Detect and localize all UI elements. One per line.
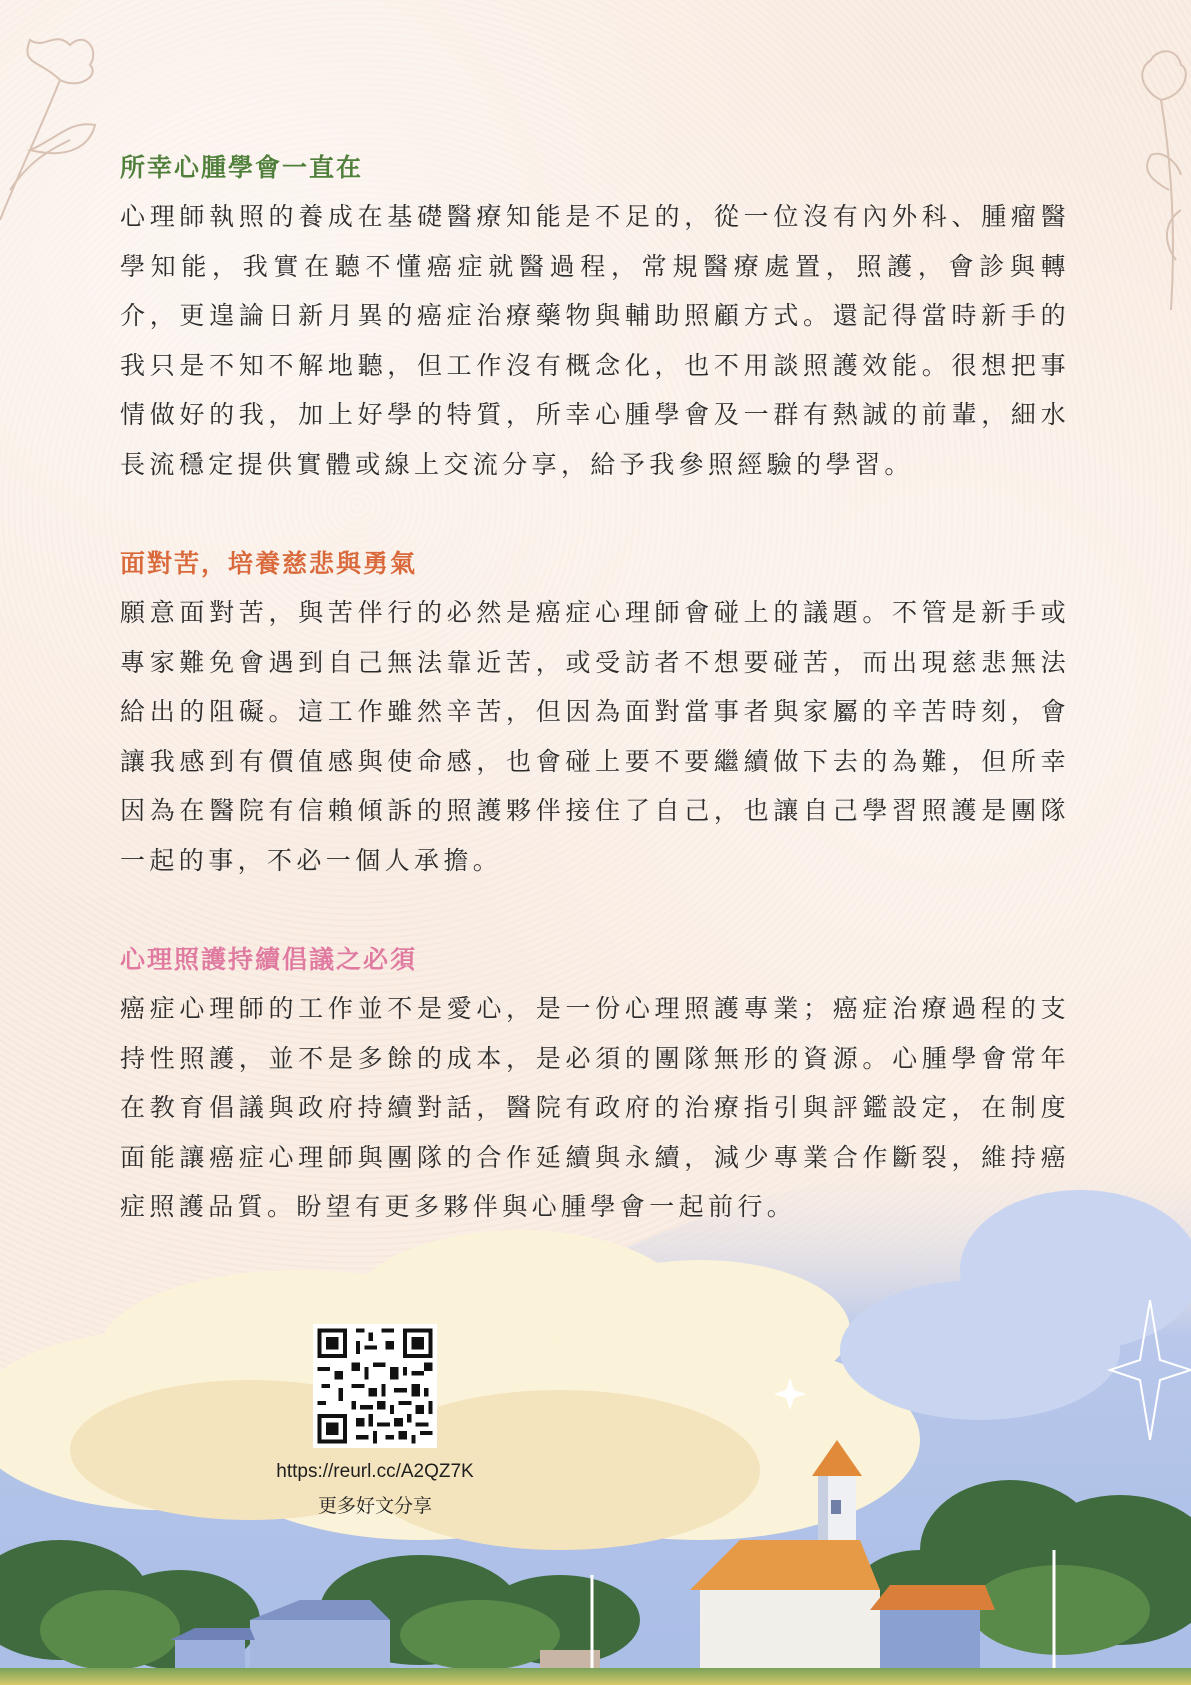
section-title: 所幸心腫學會一直在 <box>120 153 364 182</box>
flower-line-art-icon <box>1081 30 1191 310</box>
qr-code-icon[interactable] <box>313 1324 437 1448</box>
qr-caption: 更多好文分享 <box>317 1495 432 1517</box>
section-1 <box>120 150 1070 489</box>
section-body: 癌症心理師的工作並不是愛心，是一份心理照護專業；癌症治療過程的支持性照護，並不是多餘的成本，是必須的團隊無形的資源。心腫學會常年在教育倡議與政府持續對話，醫院有政府的治療指引與評鑑設定，在制度面能讓癌症心理師與團隊的合作延續與永續，減少專業合作斷裂，維持癌症照護品質。盼望有更多夥伴與心腫學會一起前行。 <box>120 994 1070 1221</box>
section-3 <box>120 942 1070 1232</box>
flower-line-art-icon <box>0 20 120 220</box>
section-title: 心理照護持續倡議之必須 <box>120 945 418 974</box>
section-2 <box>120 546 1070 885</box>
qr-link[interactable]: https://reurl.cc/A2QZ7K <box>276 1461 474 1482</box>
qr-share-block <box>255 1324 495 1518</box>
section-body: 願意面對苦，與苦伴行的必然是癌症心理師會碰上的議題。不管是新手或專家難免會遇到自己無法靠近苦，或受訪者不想要碰苦，而出現慈悲無法給出的阻礙。這工作雖然辛苦，但因為面對當事者與家屬的辛苦時刻，會讓我感到有價值感與使命感，也會碰上要不要繼續做下去的為難，但所幸因為在醫院有信賴傾訴的照護夥伴接住了自己，也讓自己學習照護是團隊一起的事，不必一個人承擔。 <box>120 598 1070 875</box>
section-title: 面對苦，培養慈悲與勇氣 <box>120 549 418 578</box>
section-body: 心理師執照的養成在基礎醫療知能是不足的，從一位沒有內外科、腫瘤醫學知能，我實在聽不懂癌症就醫過程，常規醫療處置，照護，會診與轉介，更遑論日新月異的癌症治療藥物與輔助照顧方式。還記得當時新手的我只是不知不解地聽，但工作沒有概念化，也不用談照護效能。很想把事情做好的我，加上好學的特質，所幸心腫學會及一群有熱誠的前輩，細水長流穩定提供實體或線上交流分享，給予我參照經驗的學習。 <box>120 202 1070 479</box>
